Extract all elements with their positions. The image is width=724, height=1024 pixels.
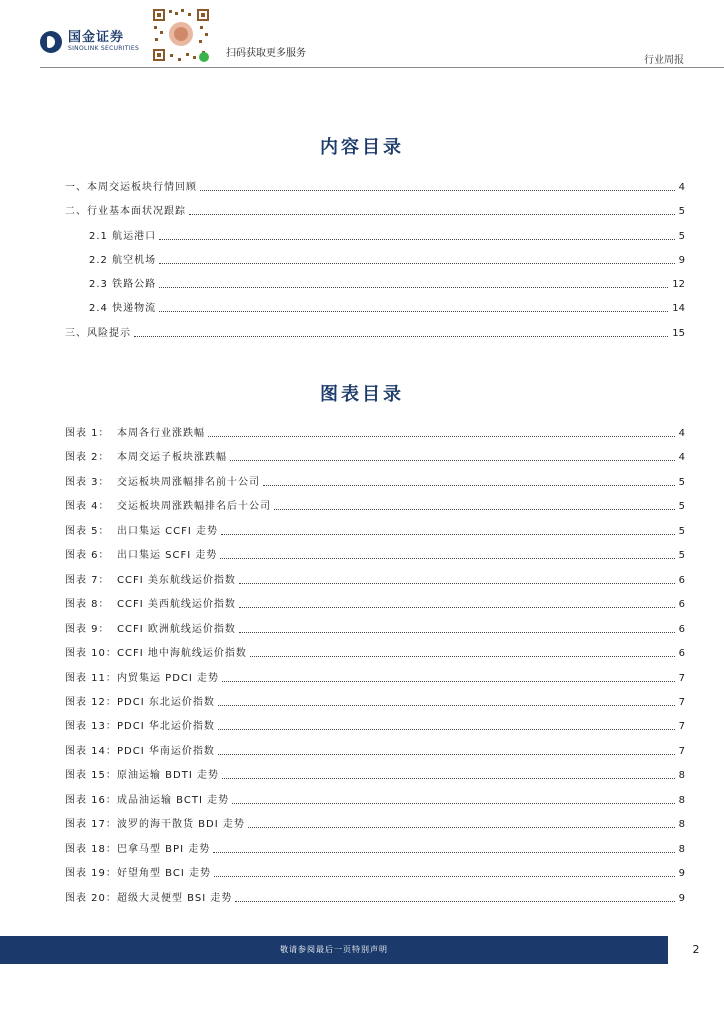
figure-leader-dots bbox=[218, 705, 675, 706]
figure-entry[interactable] bbox=[65, 793, 685, 807]
figure-leader-dots bbox=[220, 558, 674, 559]
toc-leader-dots bbox=[159, 311, 668, 312]
figure-page: 6 bbox=[678, 599, 685, 610]
figure-page: 9 bbox=[678, 893, 685, 904]
figure-title: 内贸集运 PDCI 走势 bbox=[117, 673, 220, 684]
figure-list-title: 图表目录 bbox=[320, 384, 404, 405]
figure-entry[interactable] bbox=[65, 475, 685, 489]
figure-entry[interactable] bbox=[65, 573, 685, 587]
figure-title: CCFI 欧洲航线运价指数 bbox=[117, 624, 236, 635]
figure-page: 8 bbox=[678, 819, 685, 830]
figure-title: CCFI 美东航线运价指数 bbox=[117, 575, 236, 586]
toc-leader-dots bbox=[200, 190, 675, 191]
header-divider bbox=[40, 67, 724, 68]
figure-number: 图表 15： bbox=[65, 770, 117, 781]
figure-number: 图表 18： bbox=[65, 844, 117, 855]
figure-title: 成品油运输 BCTI 走势 bbox=[117, 795, 230, 806]
figure-leader-dots bbox=[235, 901, 674, 902]
page-number: 2 bbox=[692, 943, 700, 956]
figure-entry[interactable] bbox=[65, 671, 685, 685]
toc-entry-page: 4 bbox=[678, 182, 685, 193]
figure-number: 图表 20： bbox=[65, 893, 117, 904]
figure-entry[interactable] bbox=[65, 548, 685, 562]
toc-entry-label: 2.2 航空机场 bbox=[89, 255, 157, 266]
toc-leader-dots bbox=[159, 287, 668, 288]
figure-page: 8 bbox=[678, 795, 685, 806]
scan-for-service-text: 扫码获取更多服务 bbox=[226, 48, 306, 59]
toc-entry-page: 5 bbox=[678, 231, 685, 242]
figure-leader-dots bbox=[222, 778, 675, 779]
figure-leader-dots bbox=[239, 583, 675, 584]
figure-page: 5 bbox=[678, 501, 685, 512]
figure-page: 7 bbox=[678, 746, 685, 757]
figure-number: 图表 11： bbox=[65, 673, 117, 684]
figure-entry[interactable] bbox=[65, 426, 685, 440]
figure-leader-dots bbox=[218, 754, 675, 755]
figure-leader-dots bbox=[214, 876, 675, 877]
figure-number: 图表 17： bbox=[65, 819, 117, 830]
logo-chinese-name: 国金证券 bbox=[68, 30, 125, 45]
figure-entry[interactable] bbox=[65, 597, 685, 611]
figure-number: 图表 8： bbox=[65, 599, 110, 610]
figure-number: 图表 7： bbox=[65, 575, 110, 586]
toc-entry-label: 2.4 快递物流 bbox=[89, 303, 157, 314]
qr-code-icon[interactable] bbox=[150, 6, 212, 64]
figure-number: 图表 12： bbox=[65, 697, 117, 708]
figure-leader-dots bbox=[274, 509, 675, 510]
figure-number: 图表 5： bbox=[65, 526, 110, 537]
toc-title: 内容目录 bbox=[320, 137, 404, 158]
figure-leader-dots bbox=[218, 729, 675, 730]
figure-title: CCFI 美西航线运价指数 bbox=[117, 599, 236, 610]
toc-entry[interactable] bbox=[89, 301, 685, 315]
figure-leader-dots bbox=[250, 656, 675, 657]
figure-title: 本周交运子板块涨跌幅 bbox=[117, 452, 227, 463]
figure-entry[interactable] bbox=[65, 817, 685, 831]
figure-entry[interactable] bbox=[65, 744, 685, 758]
figure-page: 4 bbox=[678, 452, 685, 463]
figure-entry[interactable] bbox=[65, 842, 685, 856]
figure-title: 原油运输 BDTI 走势 bbox=[117, 770, 219, 781]
figure-leader-dots bbox=[230, 460, 675, 461]
figure-title: 本周各行业涨跌幅 bbox=[117, 428, 205, 439]
figure-entry[interactable] bbox=[65, 866, 685, 880]
figure-title: 好望角型 BCI 走势 bbox=[117, 868, 211, 879]
figure-title: 巴拿马型 BPI 走势 bbox=[117, 844, 211, 855]
logo-english-name: SINOLINK SECURITIES bbox=[68, 45, 140, 52]
figure-leader-dots bbox=[221, 534, 675, 535]
figure-title: 出口集运 SCFI 走势 bbox=[117, 550, 218, 561]
toc-entry-page: 12 bbox=[672, 279, 685, 290]
figure-number: 图表 4： bbox=[65, 501, 110, 512]
footer-disclaimer: 敬请参阅最后一页特别声明 bbox=[280, 945, 388, 954]
company-logo bbox=[40, 30, 139, 53]
figure-page: 7 bbox=[678, 721, 685, 732]
figure-page: 4 bbox=[678, 428, 685, 439]
toc-entry[interactable] bbox=[65, 204, 685, 218]
figure-title: PDCI 东北运价指数 bbox=[117, 697, 215, 708]
figure-title: 交运板块周涨幅排名前十公司 bbox=[117, 477, 260, 488]
figure-leader-dots bbox=[232, 803, 675, 804]
figure-page: 5 bbox=[678, 550, 685, 561]
figure-title: PDCI 华北运价指数 bbox=[117, 721, 215, 732]
toc-leader-dots bbox=[189, 214, 675, 215]
figure-number: 图表 13： bbox=[65, 721, 117, 732]
figure-number: 图表 2： bbox=[65, 452, 110, 463]
figure-page: 6 bbox=[678, 575, 685, 586]
toc-entry[interactable] bbox=[89, 277, 685, 291]
toc-leader-dots bbox=[159, 263, 675, 264]
toc-entry-page: 9 bbox=[678, 255, 685, 266]
toc-entry-label: 三、风险提示 bbox=[65, 328, 131, 339]
toc-entry[interactable] bbox=[65, 180, 685, 194]
toc-entry-label: 一、本周交运板块行情回顾 bbox=[65, 182, 197, 193]
toc-entry-label: 二、行业基本面状况跟踪 bbox=[65, 206, 186, 217]
toc-entry[interactable] bbox=[89, 229, 685, 243]
figure-entry[interactable] bbox=[65, 768, 685, 782]
toc-entry-page: 15 bbox=[672, 328, 685, 339]
toc-entry-label: 2.3 铁路公路 bbox=[89, 279, 157, 290]
toc-entry-page: 14 bbox=[672, 303, 685, 314]
figure-leader-dots bbox=[208, 436, 675, 437]
figure-entry[interactable] bbox=[65, 695, 685, 709]
figure-title: 超级大灵便型 BSI 走势 bbox=[117, 893, 233, 904]
figure-leader-dots bbox=[239, 632, 675, 633]
figure-leader-dots bbox=[248, 827, 675, 828]
figure-number: 图表 16： bbox=[65, 795, 117, 806]
figure-number: 图表 19： bbox=[65, 868, 117, 879]
figure-number: 图表 6： bbox=[65, 550, 110, 561]
figure-page: 9 bbox=[678, 868, 685, 879]
figure-page: 6 bbox=[678, 624, 685, 635]
page-header bbox=[0, 0, 724, 70]
figure-leader-dots bbox=[222, 681, 675, 682]
toc-entry-page: 5 bbox=[678, 206, 685, 217]
figure-leader-dots bbox=[239, 607, 675, 608]
figure-page: 5 bbox=[678, 477, 685, 488]
figure-entry[interactable] bbox=[65, 524, 685, 538]
figure-title: 出口集运 CCFI 走势 bbox=[117, 526, 219, 537]
figure-number: 图表 14： bbox=[65, 746, 117, 757]
figure-number: 图表 10： bbox=[65, 648, 117, 659]
figure-page: 7 bbox=[678, 673, 685, 684]
figure-title: 波罗的海干散货 BDI 走势 bbox=[117, 819, 245, 830]
toc-entry-label: 2.1 航运港口 bbox=[89, 231, 157, 242]
toc-leader-dots bbox=[134, 336, 668, 337]
toc-leader-dots bbox=[159, 239, 675, 240]
report-type-label: 行业周报 bbox=[644, 55, 684, 66]
figure-entry[interactable] bbox=[65, 646, 685, 660]
figure-entry[interactable] bbox=[65, 450, 685, 464]
toc-entry[interactable] bbox=[89, 253, 685, 267]
figure-page: 8 bbox=[678, 844, 685, 855]
figure-number: 图表 1： bbox=[65, 428, 110, 439]
figure-page: 6 bbox=[678, 648, 685, 659]
figure-page: 7 bbox=[678, 697, 685, 708]
figure-leader-dots bbox=[213, 852, 674, 853]
figure-entry[interactable] bbox=[65, 719, 685, 733]
figure-number: 图表 3： bbox=[65, 477, 110, 488]
figure-title: CCFI 地中海航线运价指数 bbox=[117, 648, 247, 659]
figure-leader-dots bbox=[263, 485, 675, 486]
figure-title: PDCI 华南运价指数 bbox=[117, 746, 215, 757]
figure-page: 5 bbox=[678, 526, 685, 537]
toc-entry[interactable] bbox=[65, 326, 685, 340]
figure-number: 图表 9： bbox=[65, 624, 110, 635]
logo-icon bbox=[40, 31, 62, 53]
figure-entry[interactable] bbox=[65, 891, 685, 905]
figure-page: 8 bbox=[678, 770, 685, 781]
figure-entry[interactable] bbox=[65, 499, 685, 513]
figure-title: 交运板块周涨跌幅排名后十公司 bbox=[117, 501, 271, 512]
figure-entry[interactable] bbox=[65, 622, 685, 636]
